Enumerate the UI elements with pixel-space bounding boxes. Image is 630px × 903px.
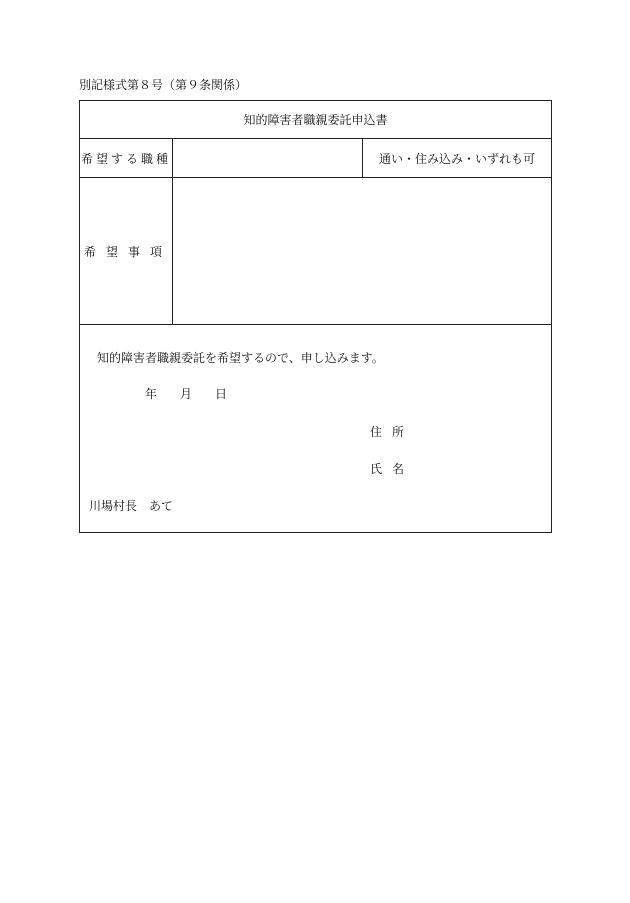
date-day-label: 日	[215, 387, 228, 401]
addressee-label: 川場村長 あて	[89, 499, 174, 513]
desired-job-field[interactable]	[173, 139, 363, 177]
desired-items-label: 希望事項	[80, 178, 173, 324]
desired-job-label: 希望する職種	[80, 139, 173, 177]
desired-items-field[interactable]	[173, 178, 551, 324]
desired-job-row	[80, 139, 551, 178]
name-label: 氏名	[370, 462, 415, 476]
application-form-table	[79, 100, 552, 533]
form-title-row	[80, 101, 551, 139]
form-title: 知的障害者職親委託申込書	[243, 113, 388, 127]
date-month-label: 月	[180, 387, 193, 401]
form-number-label: 別記様式第８号（第９条関係）	[79, 78, 248, 92]
declaration-section	[80, 325, 551, 532]
desired-items-row	[80, 178, 551, 325]
address-label: 住所	[370, 425, 415, 439]
commute-option-text: 通い・住み込み・いずれも可	[378, 151, 535, 166]
date-year-label: 年	[145, 387, 158, 401]
declaration-text: 知的障害者職親委託を希望するので、申し込みます。	[97, 351, 384, 365]
